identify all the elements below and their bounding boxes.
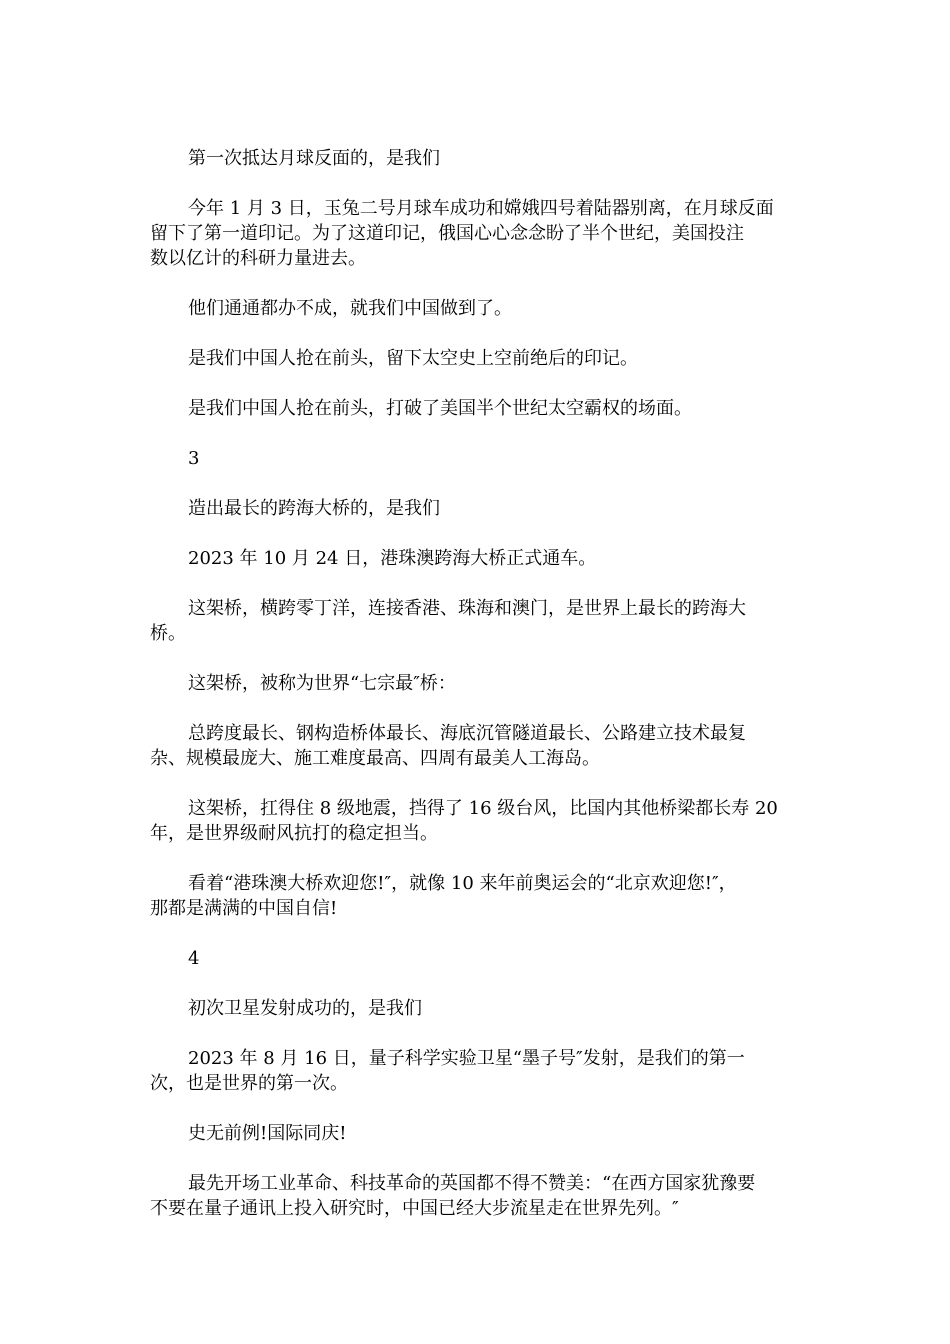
section-number: 3 bbox=[188, 448, 200, 469]
section-number: 4 bbox=[188, 948, 200, 969]
paragraph: 2023 年 10 月 24 日，港珠澳跨海大桥正式通车。 bbox=[188, 548, 597, 569]
paragraph: 这架桥，扛得住 8 级地震，挡得了 16 级台风，比国内其他桥梁都长寿 20 年，是世界级耐风抗打的稳定担当。 bbox=[150, 798, 778, 844]
paragraph: 他们通通都办不成，就我们中国做到了。 bbox=[188, 298, 512, 319]
paragraph: 是我们中国人抢在前头，留下太空史上空前绝后的印记。 bbox=[188, 348, 638, 369]
paragraph-heading-moon: 第一次抵达月球反面的，是我们 bbox=[188, 148, 440, 169]
paragraph-heading-bridge: 造出最长的跨海大桥的，是我们 bbox=[188, 498, 440, 519]
paragraph: 史无前例!国际同庆! bbox=[188, 1123, 347, 1144]
paragraph: 最先开场工业革命、科技革命的英国都不得不赞美：“在西方国家犹豫要 不要在量子通讯上投入研究时，中国已经大步流星走在世界先列。″ bbox=[150, 1173, 756, 1219]
paragraph: 2023 年 8 月 16 日，量子科学实验卫星“墨子号″发射，是我们的第一 次，也是世界的第一次。 bbox=[150, 1048, 745, 1094]
paragraph: 今年 1 月 3 日，玉兔二号月球车成功和嫦娥四号着陆器别离，在月球反面 留下了第一道印记。为了这道印记，俄国心心念念盼了半个世纪，美国投注 数以亿计的科研力量进去。 bbox=[150, 198, 774, 269]
paragraph-heading-satellite: 初次卫星发射成功的，是我们 bbox=[188, 998, 422, 1019]
document-body bbox=[150, 146, 798, 1246]
paragraph: 这架桥，被称为世界“七宗最″桥： bbox=[188, 673, 456, 694]
paragraph: 看着“港珠澳大桥欢迎您!″，就像 10 来年前奥运会的“北京欢迎您!″， 那都是满满的中国自信! bbox=[150, 873, 737, 919]
paragraph: 总跨度最长、钢构造桥体最长、海底沉管隧道最长、公路建立技术最复 杂、规模最庞大、施工难度最高、四周有最美人工海岛。 bbox=[150, 723, 746, 769]
paragraph: 这架桥，横跨零丁洋，连接香港、珠海和澳门，是世界上最长的跨海大 桥。 bbox=[150, 598, 746, 644]
paragraph: 是我们中国人抢在前头，打破了美国半个世纪太空霸权的场面。 bbox=[188, 398, 692, 419]
